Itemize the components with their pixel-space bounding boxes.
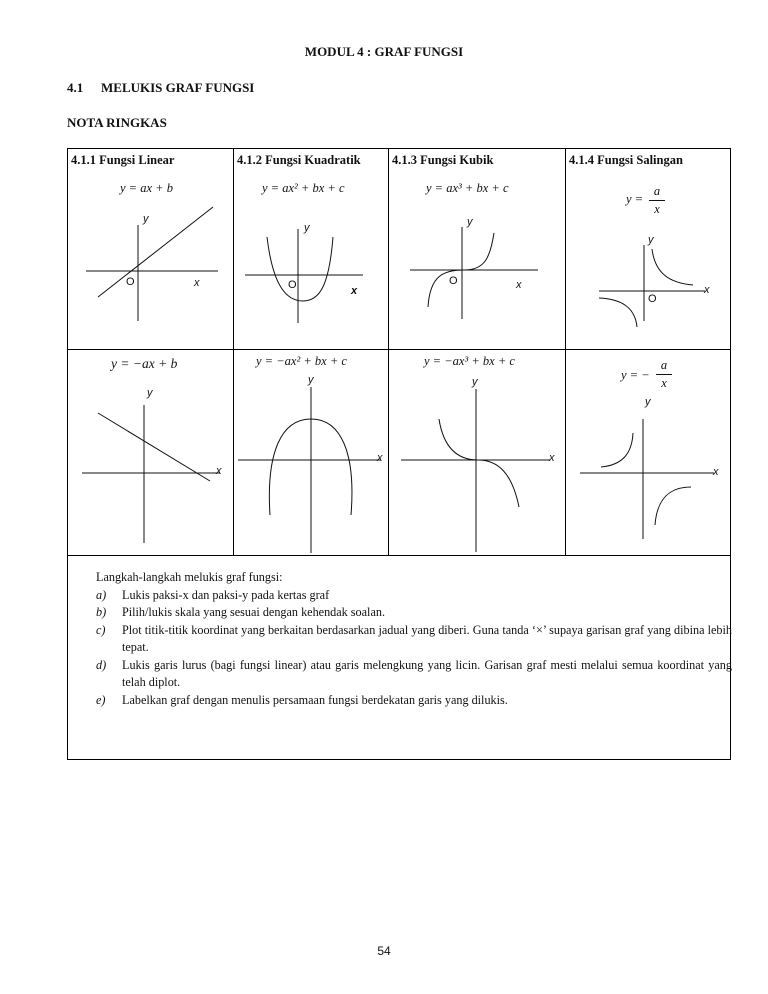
equation-neg-cubic: y = −ax³ + bx + c [424, 354, 515, 368]
graph-quadratic [233, 149, 388, 349]
y-axis-label: y [147, 387, 153, 399]
step-text: Labelkan graf dengan menulis persamaan fungsi berdekatan garis yang dilukis. [122, 692, 508, 707]
step-key: c) [96, 622, 106, 637]
graph-linear [68, 149, 233, 349]
step-key: b) [96, 605, 107, 619]
list-item [96, 692, 732, 710]
reciprocal-curve-q2 [601, 433, 633, 467]
steps-list [96, 569, 732, 709]
heading-reciprocal: 4.1.4 Fungsi Salingan [569, 153, 683, 167]
x-axis-label: x [216, 465, 222, 477]
y-axis-label: y [472, 376, 478, 388]
fraction-numerator: a [653, 184, 661, 198]
y-axis-label: y [143, 213, 149, 225]
graph-cubic [388, 149, 565, 349]
origin-label: O [449, 275, 458, 287]
y-axis-label: y [304, 222, 310, 234]
equation-quadratic: y = ax² + bx + c [262, 181, 345, 195]
heading-quadratic: 4.1.2 Fungsi Kuadratik [237, 153, 361, 167]
list-item [96, 604, 732, 622]
fraction-denominator: x [656, 374, 672, 391]
origin-label: O [288, 279, 297, 291]
graph-neg-linear [68, 349, 233, 555]
section-number: 4.1 [67, 80, 84, 95]
heading-cubic: 4.1.3 Fungsi Kubik [392, 153, 494, 167]
equation-neg-quadratic: y = −ax² + bx + c [256, 354, 347, 368]
x-axis-label: x [549, 452, 555, 464]
section-title: MELUKIS GRAF FUNGSI [101, 80, 255, 95]
cubic-curve [439, 419, 519, 507]
y-axis-label: y [645, 396, 651, 408]
reciprocal-curve-q3 [599, 298, 637, 327]
graph-reciprocal [565, 149, 731, 349]
steps-intro: Langkah-langkah melukis graf fungsi: [96, 570, 283, 584]
x-axis-label: x [194, 277, 200, 289]
step-text: Pilih/lukis skala yang sesuai dengan kehendak soalan. [122, 605, 385, 619]
fraction-numerator: a [660, 358, 668, 372]
equation-linear: y = ax + b [120, 181, 173, 195]
list-item [96, 587, 732, 605]
reciprocal-curve-q4 [655, 487, 691, 525]
list-item [96, 657, 732, 692]
fraction-denominator: x [649, 200, 665, 217]
x-axis-label: x [377, 452, 383, 464]
subheading: NOTA RINGKAS [67, 115, 167, 130]
quadratic-curve [267, 237, 333, 301]
x-axis-label: x [713, 466, 719, 478]
equation-neg-reciprocal-prefix: y = − [621, 368, 650, 382]
y-axis-label: y [308, 374, 314, 386]
summary-table [67, 148, 731, 760]
step-key: e) [96, 692, 106, 707]
x-axis-label: x [704, 284, 710, 296]
origin-label: O [648, 293, 657, 305]
page-number: 54 [377, 944, 391, 958]
page-title: MODUL 4 : GRAF FUNGSI [304, 44, 464, 59]
y-axis-label: y [467, 216, 473, 228]
equation-reciprocal-prefix: y = [626, 192, 644, 206]
y-axis-label: y [648, 234, 654, 246]
section-heading [67, 80, 254, 96]
linear-curve [98, 413, 210, 481]
equation-cubic: y = ax³ + bx + c [426, 181, 509, 195]
step-key: a) [96, 587, 107, 602]
heading-linear: 4.1.1 Fungsi Linear [71, 153, 175, 167]
reciprocal-curve-q1 [652, 249, 693, 285]
step-text: Lukis garis lurus (bagi fungsi linear) atau garis melengkung yang licin. Garisan graf mesti melalui semua koordinat yang telah diplot. [122, 657, 732, 689]
step-text: Plot titik-titik koordinat yang berkaitan berdasarkan jadual yang diberi. Guna tanda ‘×’ supaya garisan graf yang dibina lebih tepat. [122, 622, 732, 654]
x-axis-label: x [516, 279, 522, 291]
step-key: d) [96, 657, 107, 672]
step-text: Lukis paksi-x dan paksi-y pada kertas graf [122, 587, 330, 602]
x-axis-label: x [351, 285, 358, 297]
list-item [96, 622, 732, 657]
graph-neg-reciprocal [565, 349, 731, 555]
equation-neg-linear: y = −ax + b [111, 356, 178, 371]
origin-label: O [126, 276, 135, 288]
